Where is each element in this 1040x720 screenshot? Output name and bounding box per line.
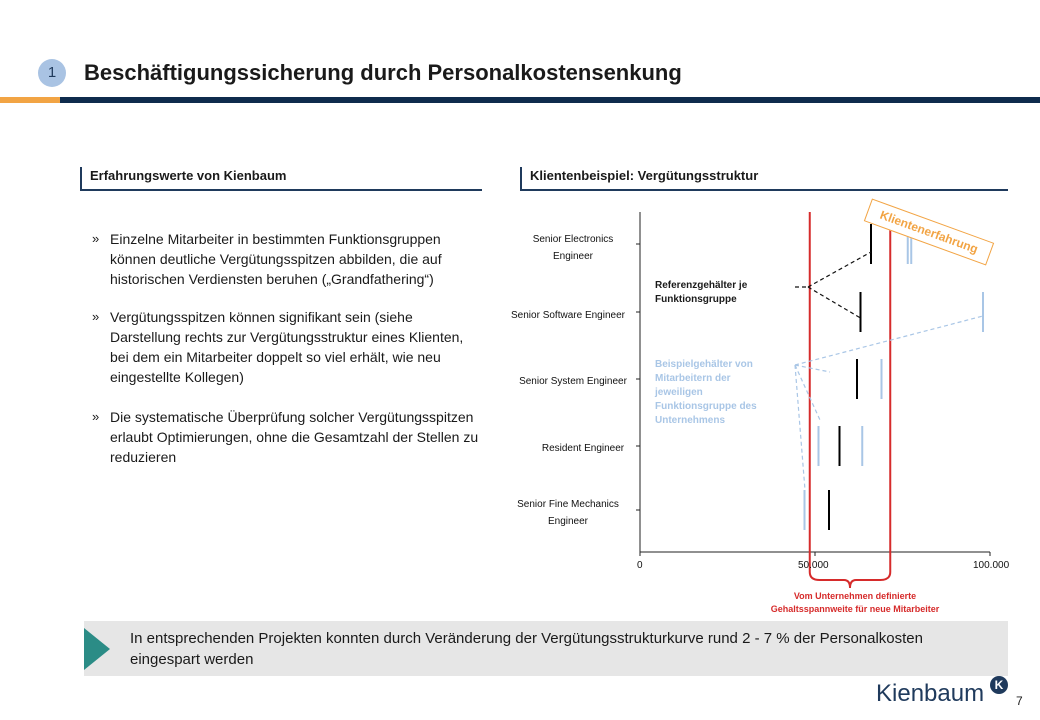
x-tick-label: 0 (637, 560, 643, 571)
left-heading-rule-vertical (80, 167, 82, 191)
category-label-senior-electronics: Senior Electronics Engineer (532, 234, 614, 262)
kienbaum-logo-mark: K (990, 676, 1008, 694)
bullet-item (92, 307, 482, 387)
example-salaries-note: Beispielgehälter von Mitarbeitern der jeweiligen Funktionsgruppe des Unternehmens (655, 359, 757, 426)
chevron-right-icon (84, 628, 110, 670)
right-heading-rule-vertical (520, 167, 522, 191)
right-heading-rule (520, 189, 1008, 191)
conclusion-text: In entsprechenden Projekten konnten durch Veränderung der Vergütungsstrukturkurve rund 2 - 7 % der Personalkosten eingespart werden (130, 630, 923, 668)
left-heading-rule (80, 189, 482, 191)
reference-leader (808, 252, 871, 287)
reference-salaries-note: Referenzgehälter je Funktionsgruppe (655, 280, 748, 305)
category-label-senior-fine-mechanics: Senior Fine Mechanics Engineer (517, 499, 619, 527)
client-experience-stamp: Klientenerfahrung (864, 198, 994, 265)
page-title: Beschäftigungssicherung durch Personalkostensenkung (84, 60, 682, 85)
header-accent-bar (0, 97, 60, 103)
header-bar (60, 97, 1040, 103)
category-label-senior-system: Senior System Engineer (519, 376, 627, 387)
bullet-text: Vergütungsspitzen können signifikant sein (siehe Darstellung rechts zur Vergütungsstruktur eines Klienten, bei dem ein Mitarbeiter doppelt so viel erhält, wie neu eingestellte Kollegen) (110, 309, 464, 385)
category-label-senior-software: Senior Software Engineer (511, 310, 625, 321)
example-leader (795, 365, 830, 372)
example-leader (795, 365, 805, 490)
example-leader (795, 365, 820, 420)
bullet-marker: » (92, 309, 100, 324)
bullet-marker: » (92, 231, 100, 246)
bullet-item (92, 229, 482, 289)
bullet-text: Einzelne Mitarbeiter in bestimmten Funktionsgruppen können deutliche Vergütungsspitzen abbilden, die auf historischen Verdiensten beruhen („Grandfathering“) (110, 231, 442, 287)
left-section-heading: Erfahrungswerte von Kienbaum (90, 168, 287, 183)
x-tick-label: 100.000 (973, 560, 1010, 571)
salary-range-brace (810, 572, 891, 588)
reference-leader (808, 287, 861, 318)
category-label-resident: Resident Engineer (541, 443, 625, 454)
bullet-marker: » (92, 409, 100, 424)
x-tick-label: 50.000 (798, 560, 829, 571)
salary-range-note: Vom Unternehmen definierte Gehaltsspannweite für neue Mitarbeiter (770, 591, 940, 614)
example-leader (795, 316, 983, 365)
right-section-heading: Klientenbeispiel: Vergütungsstruktur (530, 168, 759, 183)
kienbaum-logo: Kienbaum (876, 680, 985, 707)
section-number-badge: 1 (38, 59, 66, 87)
page-number: 7 (1016, 694, 1023, 708)
bullet-item (92, 407, 482, 467)
bullet-text: Die systematische Überprüfung solcher Vergütungsspitzen erlaubt Optimierungen, ohne die Gesamtzahl der Stellen zu reduzieren (110, 409, 479, 465)
